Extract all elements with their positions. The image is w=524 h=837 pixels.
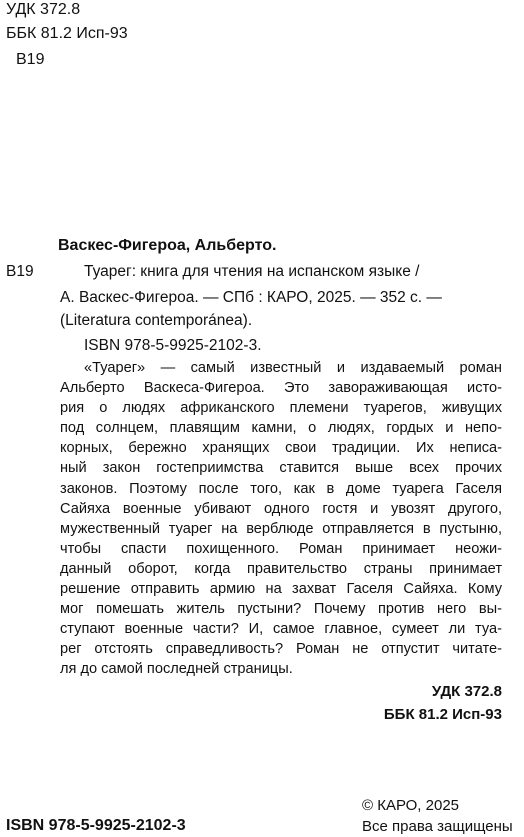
codes-bbk-right: ББК 81.2 Исп-93 [383, 706, 502, 723]
record-isbn: ISBN 978-5-9925-2102-3. [84, 337, 262, 354]
annotation-line: данный оборот, когда правительство страны принимает [60, 560, 502, 577]
header-author-code: В19 [16, 51, 45, 68]
record-title-line: Туарег: книга для чтения на испанском языке / [84, 263, 420, 280]
annotation-line: мог помешать житель пустыни? Почему против него вы- [60, 601, 502, 618]
annotation-line: чтобы спасти похищенного. Роман принимает неожи- [60, 540, 502, 557]
annotation-line: Сайяха военные убивают одного гостя и увозят другого, [60, 500, 502, 517]
annotation-line: ля до самой последней страницы. [60, 661, 293, 678]
header-bbk: ББК 81.2 Исп-93 [6, 25, 128, 42]
codes-udk-right: УДК 372.8 [431, 683, 502, 700]
annotation-line: законов. Поэтому после того, как в доме туарега Гаселя [60, 480, 502, 497]
author-heading: Васкес-Фигероа, Альберто. [58, 237, 277, 254]
annotation-line: Альберто Васкеса-Фигероа. Это завораживающая исто- [60, 380, 502, 397]
record-author-code: В19 [6, 263, 34, 280]
header-udk: УДК 372.8 [6, 1, 81, 18]
annotation [60, 358, 502, 680]
annotation-line: рия о людях африканского племени туарегов, живущих [60, 400, 502, 417]
annotation-line: «Туарег» — самый известный и издаваемый роман [84, 360, 502, 376]
annotation-line: рег отстоять справедливость? Роман не отпустит читате- [60, 641, 502, 658]
annotation-line: решение отправить армию на захват Гаселя Сайяха. Кому [60, 581, 502, 598]
record-imprint-line: А. Васкес-Фигероа. — СПб : КАРО, 2025. — 352 с. — [60, 289, 442, 306]
annotation-line: ступают военные части? И, самое главное, сумеет ли туа- [60, 621, 502, 638]
footer-isbn: ISBN 978-5-9925-2102-3 [6, 817, 186, 834]
record-series-line: (Literatura contemporánea). [60, 312, 253, 329]
annotation-line: под солнцем, плавящим камни, о людях, гордых и непо- [60, 420, 502, 437]
annotation-line: мужественный туарег на верблюде отправляется в пустыню, [60, 520, 502, 537]
footer-copyright: © КАРО, 2025 [362, 797, 460, 814]
footer-rights: Все права защищены [362, 818, 513, 835]
annotation-line: корных, бережно хранящих свои традиции. Их неписа- [60, 440, 502, 457]
annotation-line: ный закон гостеприимства ставится выше всех прочих [60, 460, 502, 477]
